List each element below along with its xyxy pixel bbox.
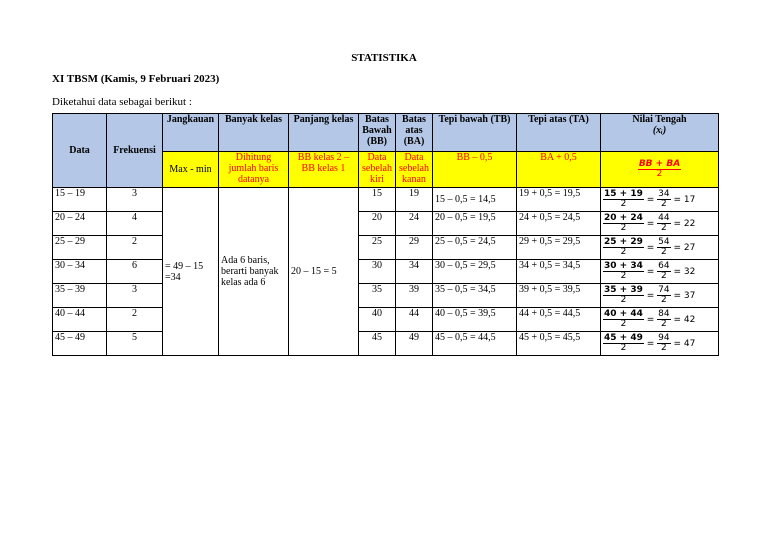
nt-denominator: 2: [620, 343, 627, 353]
nt-numerator-sum: 44: [658, 213, 670, 223]
nt-numerator-sum: 74: [658, 285, 670, 295]
cell-tepi-atas: 19 + 0,5 = 19,5: [517, 188, 601, 212]
formula-tepi-bawah: BB – 0,5: [433, 152, 517, 188]
cell-tepi-bawah: 15 – 0,5 = 14,5: [433, 188, 517, 212]
table-row: [53, 284, 719, 308]
nt-fraction-1: [603, 310, 644, 329]
header-batas-bawah: Batas Bawah (BB): [359, 114, 396, 152]
cell-data: 30 – 34: [53, 260, 107, 284]
nt-denominator-2: 2: [660, 343, 667, 353]
table-row: [53, 260, 719, 284]
cell-jangkauan-result: = 49 – 15 =34: [163, 188, 219, 356]
cell-nilai-tengah: $\frac{35 + 39}{2}$ = $\frac{74}{2}$ = 37: [601, 284, 719, 308]
nt-numerator: 30 + 34: [604, 261, 643, 271]
nt-result: = 42: [673, 315, 696, 325]
cell-nilai-tengah: $\frac{20 + 24}{2}$ = $\frac{44}{2}$ = 22: [601, 212, 719, 236]
nt-denominator: 2: [620, 223, 627, 233]
formula-batas-atas: Data sebelah kanan: [396, 152, 433, 188]
header-panjang-kelas: Panjang kelas: [289, 114, 359, 152]
cell-frekuensi: 3: [107, 188, 163, 212]
cell-batas-atas: 44: [396, 308, 433, 332]
cell-tepi-bawah: 30 – 0,5 = 29,5: [433, 260, 517, 284]
nt-denominator: 2: [620, 247, 627, 257]
nt-fraction-1: [603, 334, 644, 353]
nt-fraction-1: [603, 262, 644, 281]
cell-banyak-kelas-result: Ada 6 baris, berarti banyak kelas ada 6: [219, 188, 289, 356]
cell-tepi-bawah: 45 – 0,5 = 44,5: [433, 332, 517, 356]
cell-batas-bawah: 40: [359, 308, 396, 332]
cell-batas-bawah: 15: [359, 188, 396, 212]
cell-batas-bawah: 35: [359, 284, 396, 308]
nt-denominator: 2: [620, 271, 627, 281]
nt-denominator-2: 2: [660, 223, 667, 233]
nt-fraction-1: [603, 238, 644, 257]
cell-data: 35 – 39: [53, 284, 107, 308]
cell-frekuensi: 6: [107, 260, 163, 284]
nt-denominator: 2: [620, 319, 627, 329]
nt-fraction-1: [603, 214, 644, 233]
nt-result: = 47: [673, 339, 696, 349]
table-row: [53, 212, 719, 236]
nt-numerator-sum: 84: [658, 309, 670, 319]
formula-panjang-kelas: BB kelas 2 – BB kelas 1: [289, 152, 359, 188]
table-row: [53, 236, 719, 260]
cell-frekuensi: 4: [107, 212, 163, 236]
nt-denominator: 2: [620, 199, 627, 209]
header-banyak-kelas: Banyak kelas: [219, 114, 289, 152]
cell-batas-atas: 19: [396, 188, 433, 212]
nt-fraction-2: [657, 286, 670, 305]
cell-data: 20 – 24: [53, 212, 107, 236]
header-jangkauan: Jangkauan: [163, 114, 219, 152]
intro-text: Diketahui data sebagai berikut :: [52, 96, 192, 108]
cell-tepi-atas: 24 + 0,5 = 24,5: [517, 212, 601, 236]
statistics-table: [52, 113, 719, 356]
nt-numerator-sum: 94: [658, 333, 670, 343]
formula-banyak-kelas: Dihitung jumlah baris datanya: [219, 152, 289, 188]
cell-nilai-tengah: $\frac{30 + 34}{2}$ = $\frac{64}{2}$ = 32: [601, 260, 719, 284]
formula-jangkauan: Max - min: [163, 152, 219, 188]
nt-fraction-2: [657, 214, 670, 233]
cell-batas-bawah: 45: [359, 332, 396, 356]
formula-nilai-tengah: [601, 152, 719, 188]
cell-tepi-atas: 44 + 0,5 = 44,5: [517, 308, 601, 332]
nt-result: = 32: [673, 267, 696, 277]
cell-frekuensi: 3: [107, 284, 163, 308]
cell-tepi-atas: 34 + 0,5 = 34,5: [517, 260, 601, 284]
document-subtitle: XI TBSM (Kamis, 9 Februari 2023): [52, 73, 220, 85]
cell-data: 45 – 49: [53, 332, 107, 356]
cell-tepi-atas: 29 + 0,5 = 29,5: [517, 236, 601, 260]
table-row: [53, 332, 719, 356]
header-row: [53, 114, 719, 152]
nt-denominator-2: 2: [660, 199, 667, 209]
cell-data: 25 – 29: [53, 236, 107, 260]
nt-result: = 17: [673, 195, 696, 205]
cell-batas-bawah: 25: [359, 236, 396, 260]
nt-result: = 27: [673, 243, 696, 253]
header-nilai-tengah: [601, 114, 719, 152]
cell-panjang-kelas-result: 20 – 15 = 5: [289, 188, 359, 356]
cell-tepi-bawah: 40 – 0,5 = 39,5: [433, 308, 517, 332]
cell-batas-atas: 49: [396, 332, 433, 356]
nt-numerator: 35 + 39: [604, 285, 643, 295]
cell-nilai-tengah: $\frac{25 + 29}{2}$ = $\frac{54}{2}$ = 27: [601, 236, 719, 260]
formula-batas-bawah: Data sebelah kiri: [359, 152, 396, 188]
table-row: [53, 188, 719, 212]
header-frekuensi: Frekuensi: [107, 114, 163, 188]
nt-fraction-2: [657, 238, 670, 257]
cell-data: 40 – 44: [53, 308, 107, 332]
nt-result: = 37: [673, 291, 696, 301]
nt-result: = 22: [673, 219, 696, 229]
nt-denominator-2: 2: [660, 319, 667, 329]
cell-batas-atas: 39: [396, 284, 433, 308]
nt-numerator: 15 + 19: [604, 189, 643, 199]
cell-tepi-atas: 39 + 0,5 = 39,5: [517, 284, 601, 308]
nt-numerator-sum: 54: [658, 237, 670, 247]
cell-frekuensi: 2: [107, 308, 163, 332]
cell-batas-atas: 29: [396, 236, 433, 260]
cell-frekuensi: 2: [107, 236, 163, 260]
header-nilai-tengah-label: Nilai Tengah: [632, 114, 687, 125]
table-row: [53, 308, 719, 332]
cell-batas-atas: 24: [396, 212, 433, 236]
nt-fraction-1: [603, 286, 644, 305]
cell-tepi-atas: 45 + 0,5 = 45,5: [517, 332, 601, 356]
header-nilai-tengah-symbol: (xᵢ): [652, 125, 667, 136]
formula-nt-numerator: BB + BA: [638, 159, 681, 169]
cell-batas-bawah: 30: [359, 260, 396, 284]
header-batas-atas: Batas atas (BA): [396, 114, 433, 152]
nt-denominator-2: 2: [660, 271, 667, 281]
nt-fraction-2: [657, 310, 670, 329]
nt-numerator: 45 + 49: [604, 333, 643, 343]
cell-tepi-bawah: 35 – 0,5 = 34,5: [433, 284, 517, 308]
nt-numerator-sum: 64: [658, 261, 670, 271]
cell-tepi-bawah: 20 – 0,5 = 19,5: [433, 212, 517, 236]
nt-denominator-2: 2: [660, 247, 667, 257]
header-data: Data: [53, 114, 107, 188]
header-tepi-atas: Tepi atas (TA): [517, 114, 601, 152]
nt-fraction-2: [657, 190, 670, 209]
nt-numerator-sum: 34: [658, 189, 670, 199]
formula-nilai-tengah-fraction: [638, 160, 681, 179]
nt-fraction-2: [657, 334, 670, 353]
cell-batas-atas: 34: [396, 260, 433, 284]
nt-denominator: 2: [620, 295, 627, 305]
cell-batas-bawah: 20: [359, 212, 396, 236]
header-tepi-bawah: Tepi bawah (TB): [433, 114, 517, 152]
nt-fraction-1: [603, 190, 644, 209]
cell-tepi-bawah: 25 – 0,5 = 24,5: [433, 236, 517, 260]
formula-nt-denominator: 2: [656, 169, 663, 179]
nt-numerator: 25 + 29: [604, 237, 643, 247]
cell-nilai-tengah: $\frac{15 + 19}{2}$ = $\frac{34}{2}$ = 17: [601, 188, 719, 212]
cell-frekuensi: 5: [107, 332, 163, 356]
nt-numerator: 40 + 44: [604, 309, 643, 319]
formula-tepi-atas: BA + 0,5: [517, 152, 601, 188]
nt-denominator-2: 2: [660, 295, 667, 305]
nt-numerator: 20 + 24: [604, 213, 643, 223]
cell-data: 15 – 19: [53, 188, 107, 212]
document-title: STATISTIKA: [351, 52, 417, 64]
nt-fraction-2: [657, 262, 670, 281]
cell-nilai-tengah: $\frac{45 + 49}{2}$ = $\frac{94}{2}$ = 47: [601, 332, 719, 356]
cell-nilai-tengah: $\frac{40 + 44}{2}$ = $\frac{84}{2}$ = 42: [601, 308, 719, 332]
